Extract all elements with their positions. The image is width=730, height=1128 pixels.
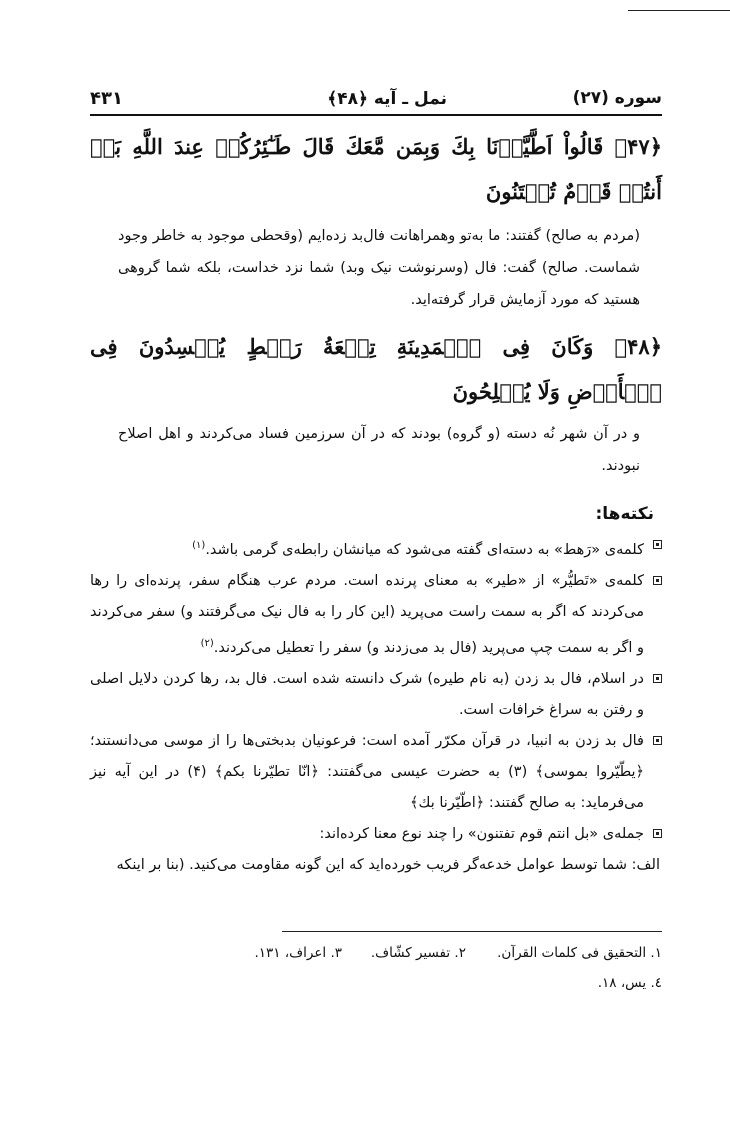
note-item xyxy=(90,726,662,819)
footnote-4: ٤. یس، ۱۸. xyxy=(597,974,662,991)
square-bullet-icon xyxy=(653,829,662,838)
footnote-3: ۳. اعراف، ۱۳۱. xyxy=(254,944,342,961)
note-text: در اسلام، فال بد زدن (به نام طیره) شرک دانسته شده است. فال بد، رها کردن دلایل اصلی و رفتن به سراغ خرافات است. xyxy=(90,670,644,718)
square-bullet-icon xyxy=(653,736,662,745)
ayah-47: ﴿۴۷﴾ قَالُواْ اَطَّيَّرۡنَا بِكَ وَبِمَن مَّعَكَ قَالَ طَـٰٓئِرُكُمۡ عِندَ اللَّهِ بَلۡ أَنتُمۡ قَوۡمٌ تُفۡتَنُونَ xyxy=(90,134,662,204)
footnote-ref: (۱) xyxy=(192,540,206,551)
note-text: کلمه‌ی «رَهط» به دسته‌ای گفته می‌شود که میانشان رابطه‌ی گرمی باشد. xyxy=(205,541,644,558)
footnote-rule xyxy=(282,931,662,932)
footnote-ref: (۲) xyxy=(200,637,214,649)
note-text: جمله‌ی «بل انتم قوم تفتنون» را چند نوع معنا کرده‌اند: xyxy=(319,825,644,842)
square-bullet-icon xyxy=(653,540,662,549)
note-item xyxy=(90,819,662,850)
footnote-1: ۱. التحقیق فی کلمات القرآن. xyxy=(497,944,662,961)
square-bullet-icon xyxy=(653,576,662,585)
note-text: کلمه‌ی «تَطیُّر» از «طیر» به معنای پرنده است. مردم عرب هنگام سفر، پرنده‌ای را رها می‌کردند که اگر به سمت راست می‌پرید (این کار را به فال نیک می‌گرفتند و) سفر می‌کردند و اگر به سمت چپ می‌پرید (فال بد می‌زدند و) سفر را تعطیل می‌کردند. xyxy=(90,572,644,656)
note-item xyxy=(90,664,662,726)
top-edge-line xyxy=(628,10,730,11)
note-item xyxy=(90,530,662,566)
translation-48: و در آن شهر نُه دسته (و گروه) بودند که در آن سرزمین فساد می‌کردند و اهل اصلاح نبودند. xyxy=(118,426,640,474)
page-number: ۴۳۱ xyxy=(90,88,123,109)
note-item xyxy=(90,566,662,664)
note-text: فال بد زدن به انبیا، در قرآن مکرّر آمده است: فرعونیان بدبختی‌ها را از موسی می‌دانستند؛ ﴿يطّيّروا بموسى﴾ (۳) به حضرت عیسی می‌گفتند: ﴿انّا تطيّرنا بكم﴾ (۴) در این آیه نیز می‌فرماید: به صالح گفتند: ﴿اطّيّرنا بك﴾ xyxy=(90,732,645,811)
continuation-text: الف: شما توسط عوامل خدعه‌گر فریب خورده‌اید که این گونه مقاومت می‌کنید. (بنا بر اینکه xyxy=(116,856,660,873)
square-bullet-icon xyxy=(653,674,662,683)
page xyxy=(90,88,662,996)
ayah-48: ﴿۴۸﴾ وَكَانَ فِى ٱلۡمَدِينَةِ تِسۡعَةُ رَهۡطٍ يُفۡسِدُونَ فِى ٱلۡأَرۡضِ وَلَا يُصۡلِحُونَ xyxy=(90,334,662,404)
footnotes-row xyxy=(90,940,662,966)
running-header xyxy=(90,88,662,120)
translation-47: (مردم به صالح) گفتند: ما به‌تو وهمراهانت فال‌بد زده‌ایم (وقحطی موجود به خاطر وجود شماست. صالح) گفت: فال (وسرنوشت نیک وبد) شما نزد خداست، بلکه شما گروهی هستید که مورد آزمایش قرار گرفته‌اید. xyxy=(118,228,640,308)
ayah-range-label: نمل ـ آیه ﴿۴۸﴾ xyxy=(327,89,447,109)
footnote-2: ۲. تفسیر کشّاف. xyxy=(370,944,466,961)
sura-label: سوره (۲۷) xyxy=(572,88,662,108)
header-rule xyxy=(90,114,662,116)
notes-heading: نکته‌ها: xyxy=(595,504,654,524)
